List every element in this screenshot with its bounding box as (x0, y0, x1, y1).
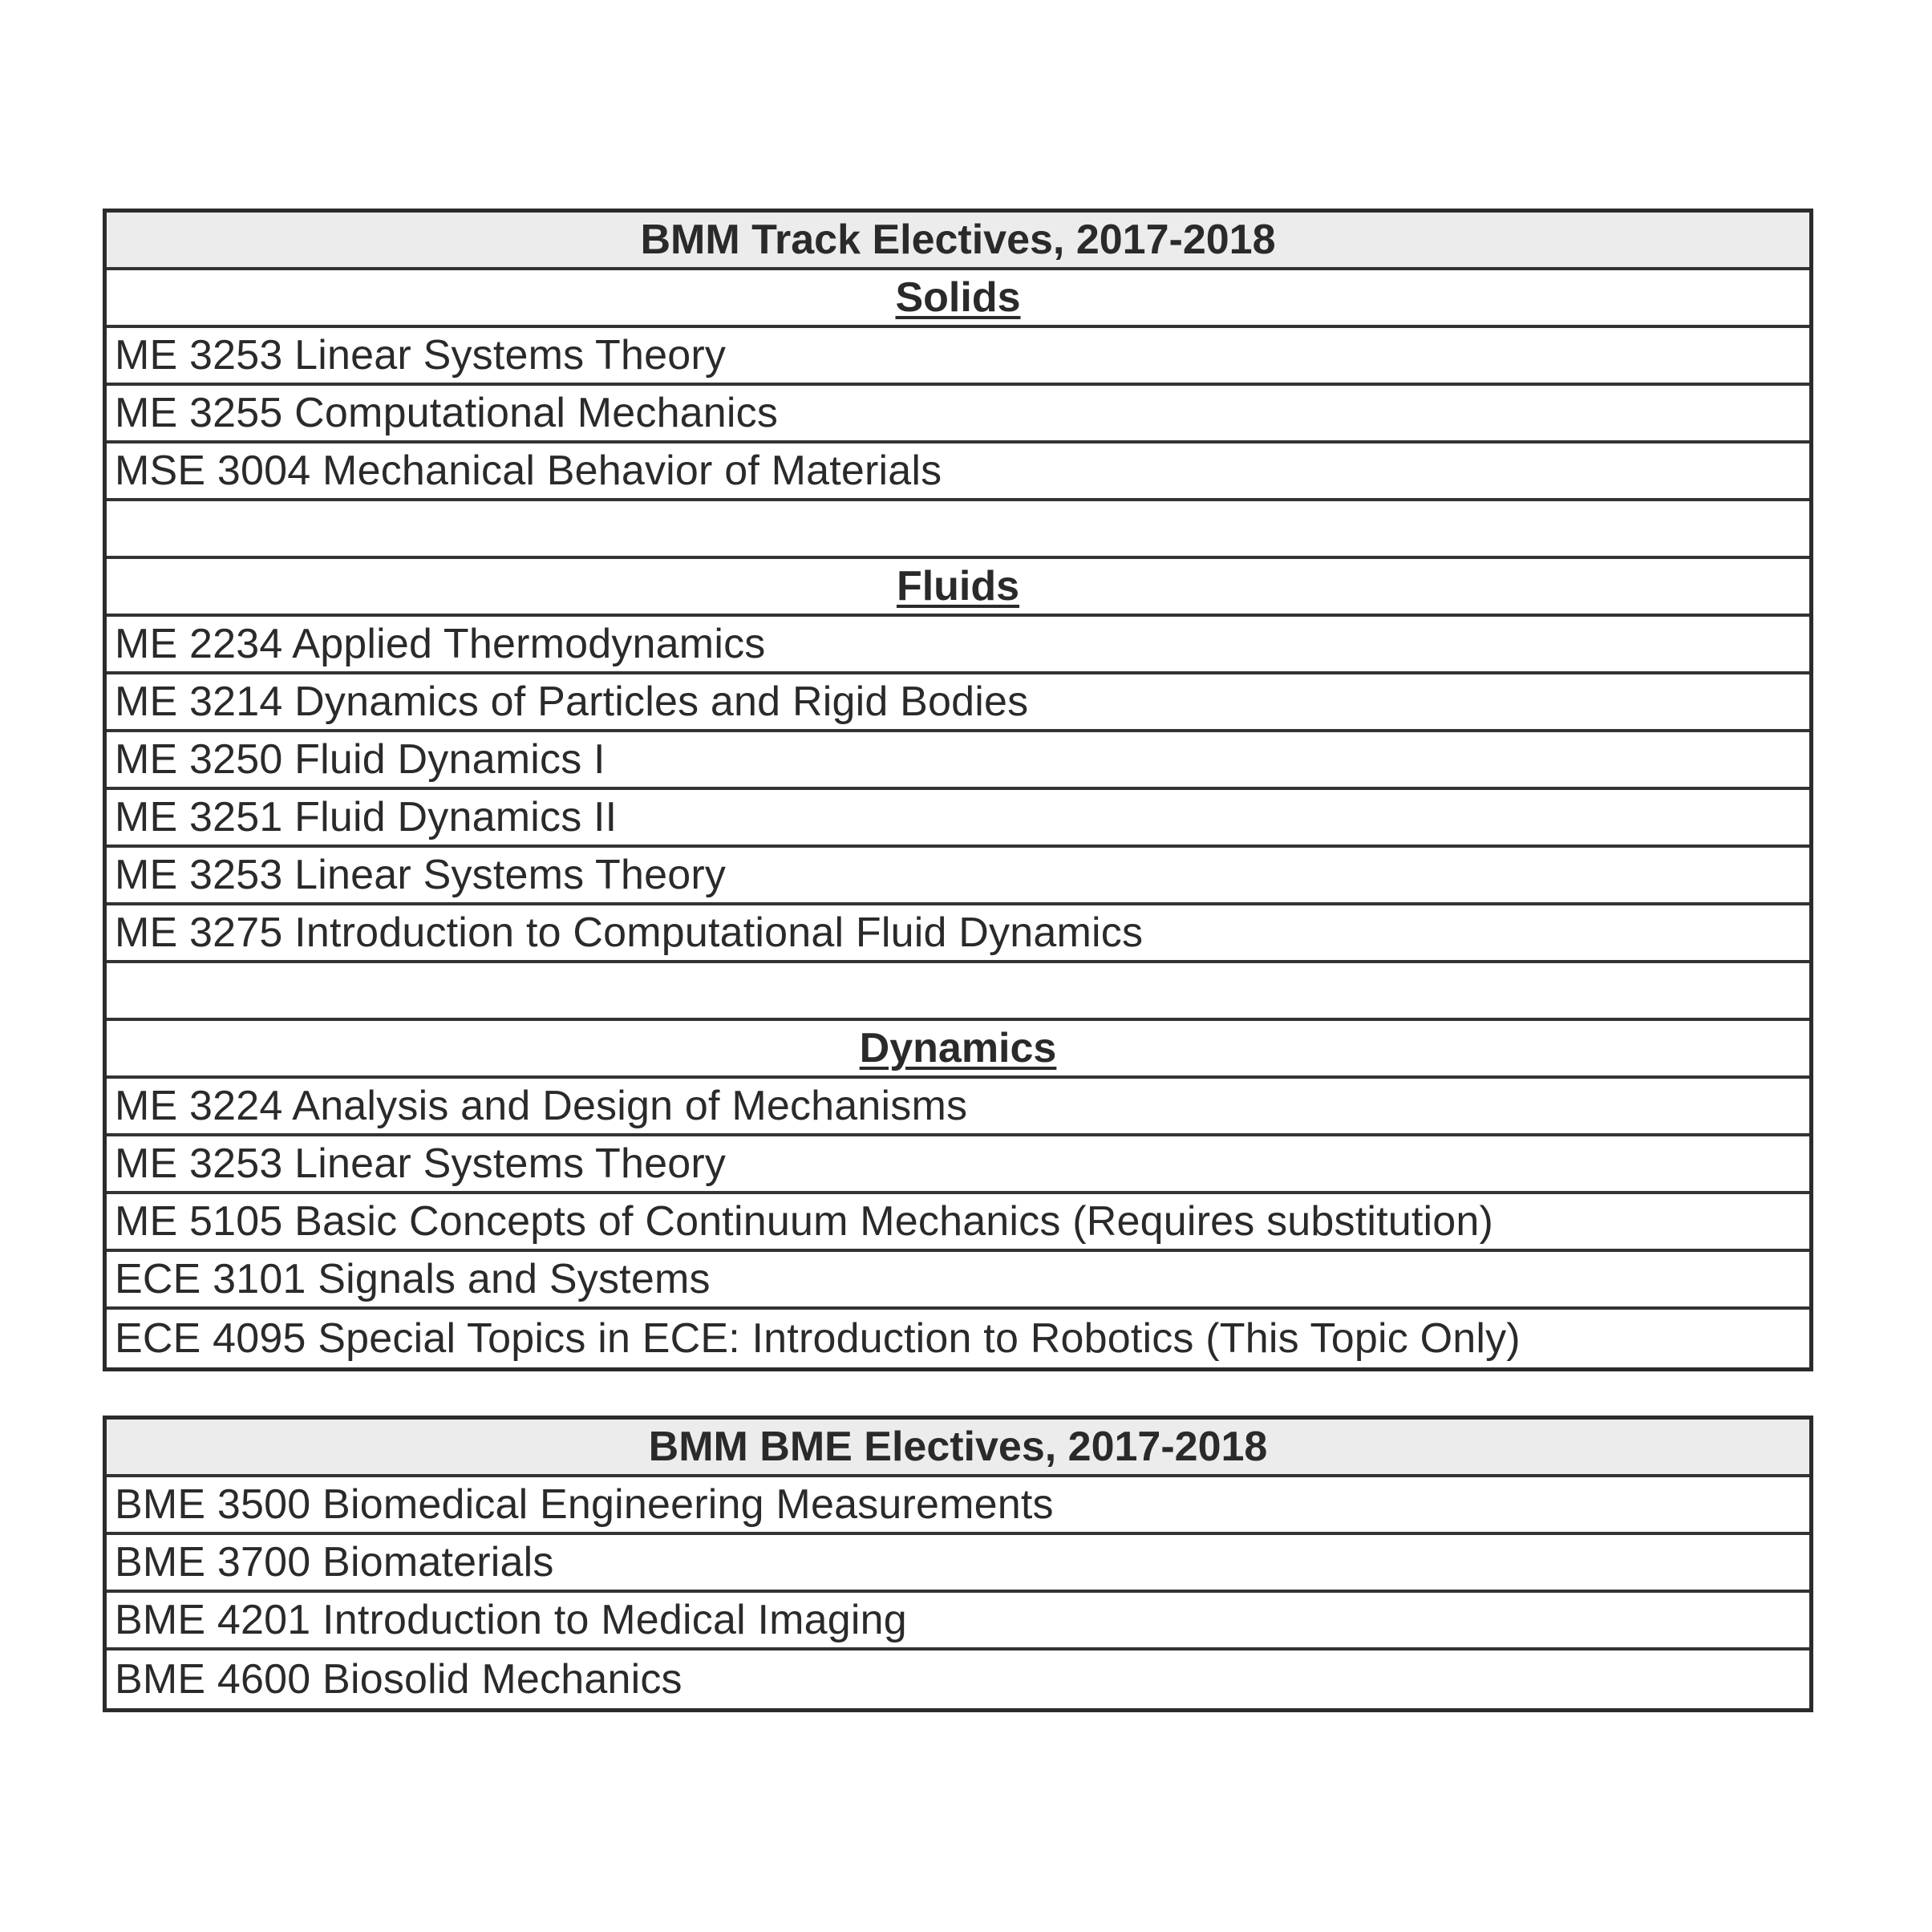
bme-electives-title: BMM BME Electives, 2017-2018 (107, 1420, 1809, 1477)
section-heading-fluids: Fluids (107, 559, 1809, 617)
section-heading-solids: Solids (107, 270, 1809, 328)
course-row: BME 3700 Biomaterials (107, 1535, 1809, 1593)
section-heading-dynamics: Dynamics (107, 1021, 1809, 1079)
course-row: ME 3251 Fluid Dynamics II (107, 790, 1809, 848)
spacer-row (107, 501, 1809, 559)
course-row: ME 3214 Dynamics of Particles and Rigid Bodies (107, 674, 1809, 732)
spacer-row (107, 963, 1809, 1021)
course-row: ME 3224 Analysis and Design of Mechanisms (107, 1079, 1809, 1136)
course-row: ME 3253 Linear Systems Theory (107, 328, 1809, 386)
bme-electives-table (103, 1416, 1813, 1712)
course-row: BME 3500 Biomedical Engineering Measurements (107, 1477, 1809, 1535)
course-row: ME 3275 Introduction to Computational Fluid Dynamics (107, 905, 1809, 963)
course-row: ME 3253 Linear Systems Theory (107, 848, 1809, 905)
course-row: ME 3250 Fluid Dynamics I (107, 732, 1809, 790)
course-row: BME 4201 Introduction to Medical Imaging (107, 1593, 1809, 1651)
course-row: ME 3253 Linear Systems Theory (107, 1136, 1809, 1194)
track-electives-title: BMM Track Electives, 2017-2018 (107, 213, 1809, 270)
course-row: MSE 3004 Mechanical Behavior of Materials (107, 444, 1809, 501)
track-electives-table (103, 209, 1813, 1371)
course-row: ECE 4095 Special Topics in ECE: Introduction to Robotics (This Topic Only) (115, 1315, 1521, 1362)
course-row: ME 5105 Basic Concepts of Continuum Mechanics (Requires substitution) (107, 1194, 1809, 1252)
course-row: BME 4600 Biosolid Mechanics (115, 1656, 682, 1703)
course-row: ME 3255 Computational Mechanics (107, 386, 1809, 444)
course-row: ME 2234 Applied Thermodynamics (107, 617, 1809, 674)
course-row: ECE 3101 Signals and Systems (107, 1252, 1809, 1310)
